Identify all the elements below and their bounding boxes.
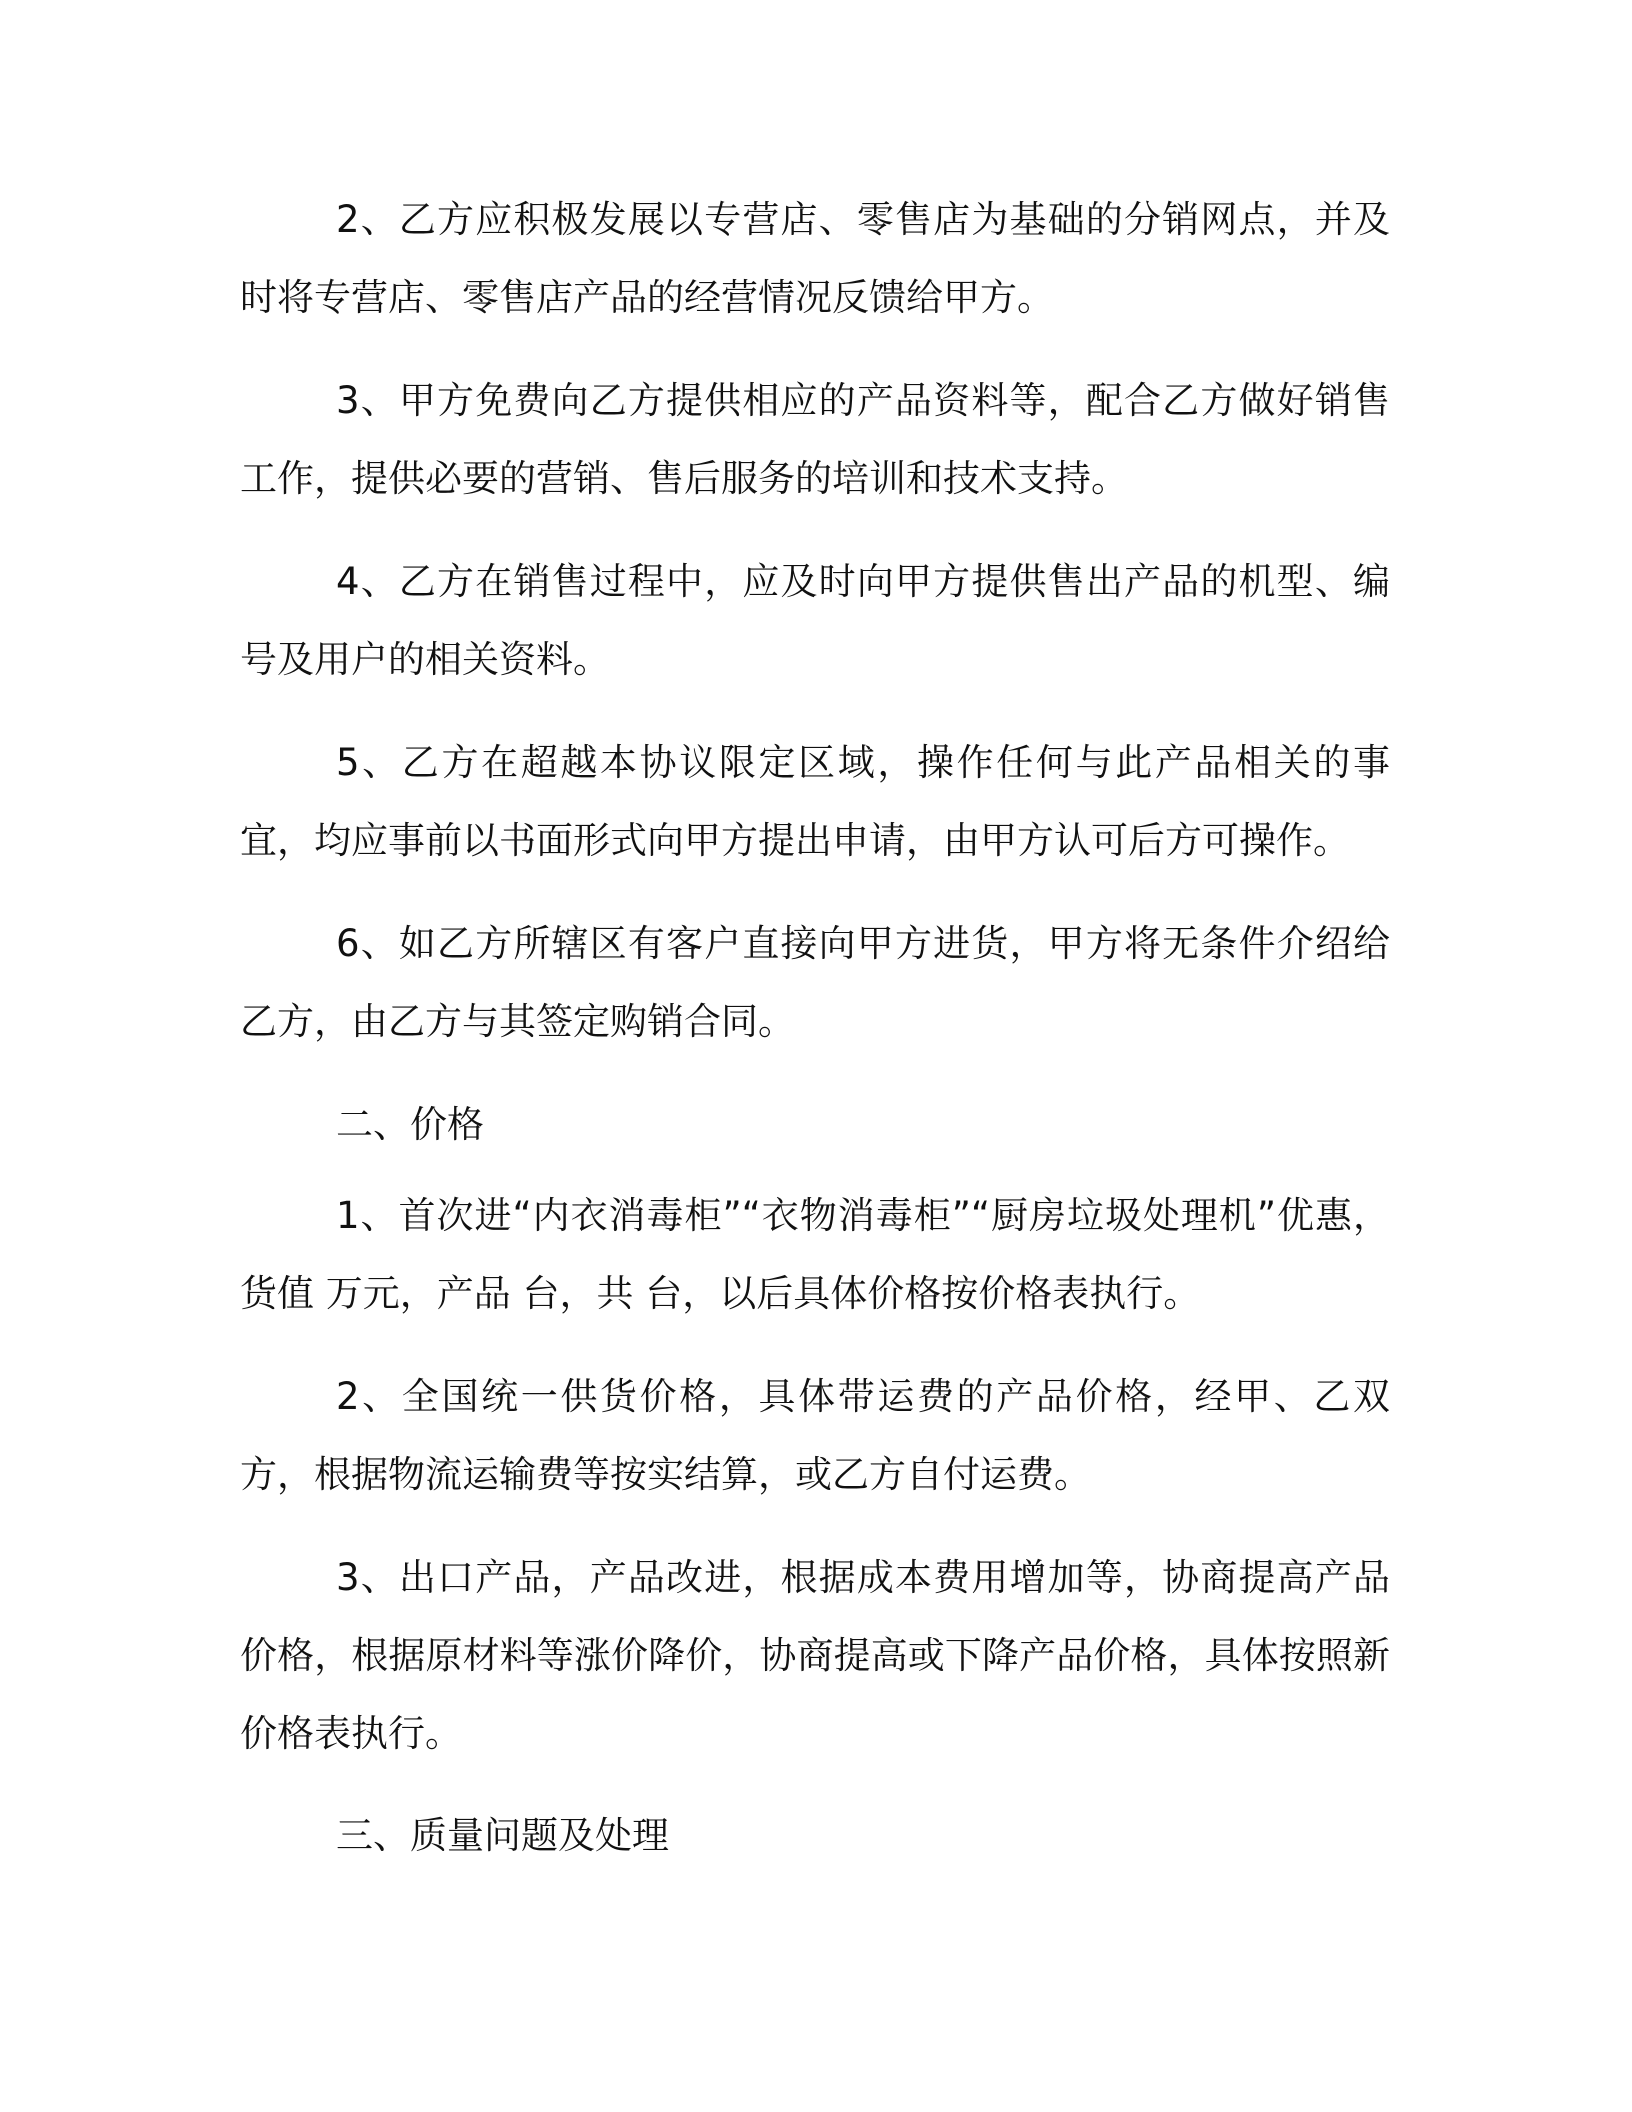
price-paragraph-2: 2、全国统一供货价格，具体带运费的产品价格，经甲、乙双方，根据物流运输费等按实结算，或乙方自付运费。	[240, 1375, 1390, 1496]
price-paragraph-3: 3、出口产品，产品改进，根据成本费用增加等，协商提高产品价格，根据原材料等涨价降价，协商提高或下降产品价格，具体按照新价格表执行。	[240, 1556, 1390, 1755]
clause-paragraph-2: 2、乙方应积极发展以专营店、零售店为基础的分销网点，并及时将专营店、零售店产品的经营情况反馈给甲方。	[240, 198, 1390, 319]
section-heading-quality: 三、质量问题及处理	[336, 1814, 669, 1857]
clause-paragraph-6: 6、如乙方所辖区有客户直接向甲方进货，甲方将无条件介绍给乙方，由乙方与其签定购销合同。	[240, 922, 1390, 1043]
clause-paragraph-4: 4、乙方在销售过程中，应及时向甲方提供售出产品的机型、编号及用户的相关资料。	[240, 560, 1390, 681]
clause-paragraph-3: 3、甲方免费向乙方提供相应的产品资料等，配合乙方做好销售工作，提供必要的营销、售后服务的培训和技术支持。	[240, 379, 1390, 500]
price-paragraph-1: 1、首次进“内衣消毒柜”“衣物消毒柜”“厨房垃圾处理机”优惠，货值 万元，产品 台，共 台，以后具体价格按价格表执行。	[240, 1194, 1390, 1315]
document-page	[240, 0, 1390, 2112]
section-heading-price: 二、价格	[336, 1103, 484, 1146]
clause-paragraph-5: 5、乙方在超越本协议限定区域，操作任何与此产品相关的事宜，均应事前以书面形式向甲方提出申请，由甲方认可后方可操作。	[240, 741, 1390, 862]
